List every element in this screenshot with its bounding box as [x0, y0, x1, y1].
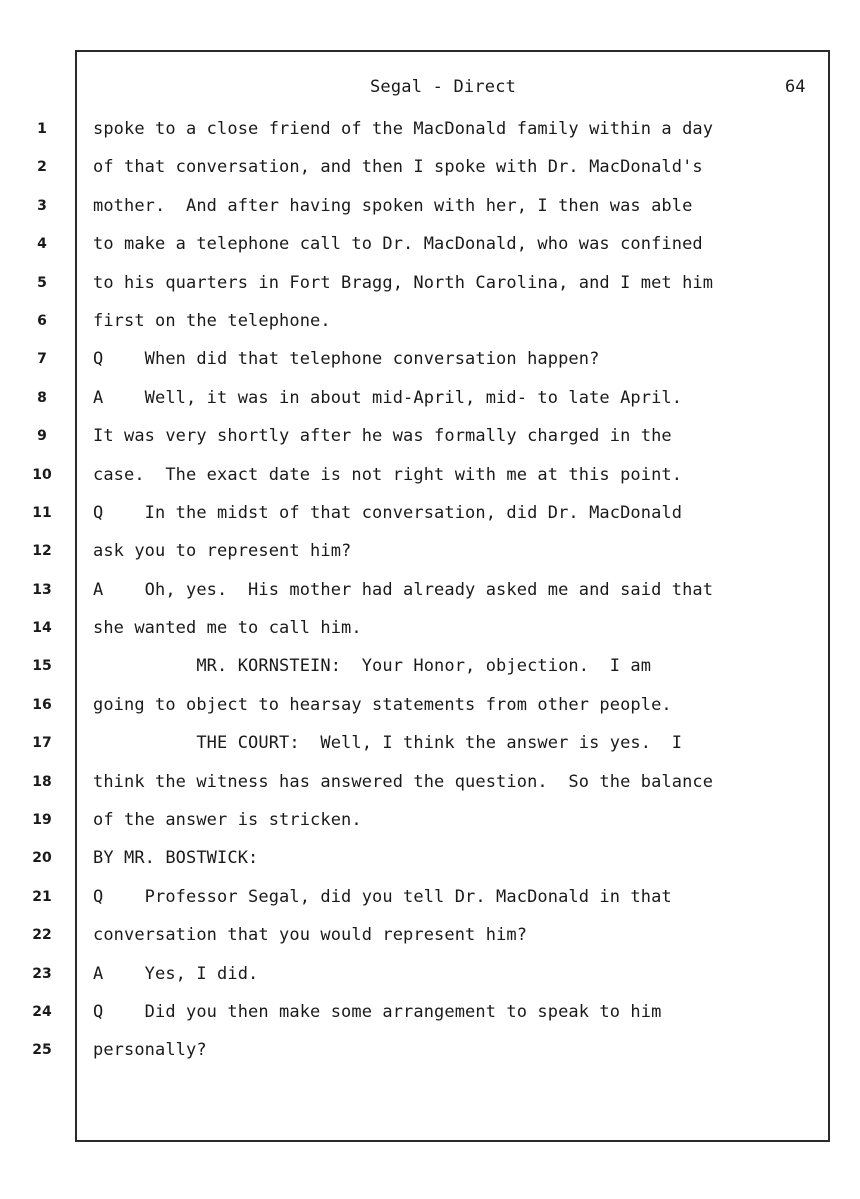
transcript-body — [0, 112, 860, 1072]
transcript-line — [0, 573, 860, 611]
transcript-line — [0, 611, 860, 649]
page-number: 64 — [785, 77, 806, 97]
line-text: THE COURT: Well, I think the answer is yes. I — [93, 733, 683, 754]
line-number: 15 — [32, 658, 52, 675]
transcript-line — [0, 918, 860, 956]
line-text: conversation that you would represent him? — [93, 925, 528, 946]
line-number: 19 — [32, 812, 52, 829]
line-number: 2 — [37, 159, 47, 176]
line-number: 25 — [32, 1042, 52, 1059]
line-number: 1 — [37, 121, 47, 137]
line-text: BY MR. BOSTWICK: — [93, 848, 259, 869]
line-number: 12 — [32, 543, 52, 560]
line-text: ask you to represent him? — [93, 541, 352, 562]
line-number: 14 — [32, 620, 52, 637]
transcript-line — [0, 189, 860, 227]
transcript-line — [0, 150, 860, 188]
line-text: to make a telephone call to Dr. MacDonald, who was confined — [93, 234, 703, 255]
transcript-line — [0, 342, 860, 380]
line-number: 18 — [32, 773, 52, 790]
line-number: 13 — [32, 581, 52, 598]
transcript-line — [0, 266, 860, 304]
line-number: 4 — [37, 236, 47, 253]
line-text: Q Did you then make some arrangement to speak to him — [93, 1001, 662, 1022]
transcript-line — [0, 534, 860, 572]
transcript-line — [0, 803, 860, 841]
line-text: going to object to hearsay statements from other people. — [93, 694, 672, 715]
line-text: she wanted me to call him. — [93, 618, 362, 639]
line-number: 10 — [32, 466, 52, 483]
transcript-line — [0, 880, 860, 918]
line-number: 22 — [32, 927, 52, 944]
page-header — [0, 72, 860, 102]
line-text: spoke to a close friend of the MacDonald family within a day — [93, 119, 714, 139]
transcript-line — [0, 649, 860, 687]
line-text: Q When did that telephone conversation happen? — [93, 349, 600, 370]
line-text: mother. And after having spoken with her, I then was able — [93, 195, 693, 216]
line-number: 17 — [32, 735, 52, 752]
line-number: 24 — [32, 1003, 52, 1020]
line-number: 7 — [37, 351, 47, 368]
line-number: 20 — [32, 850, 52, 867]
transcript-line — [0, 995, 860, 1033]
line-number: 8 — [37, 389, 47, 406]
line-text: first on the telephone. — [93, 310, 331, 331]
transcript-line — [0, 1033, 860, 1071]
line-number: 23 — [32, 965, 52, 982]
line-number: 5 — [37, 274, 47, 291]
transcript-line — [0, 726, 860, 764]
line-text: MR. KORNSTEIN: Your Honor, objection. I am — [93, 656, 652, 677]
line-text: case. The exact date is not right with me at this point. — [93, 464, 683, 485]
transcript-line — [0, 496, 860, 534]
transcript-line — [0, 304, 860, 342]
transcript-line — [0, 957, 860, 995]
line-text: A Yes, I did. — [93, 963, 259, 984]
line-text: of that conversation, and then I spoke with Dr. MacDonald's — [93, 157, 703, 178]
header-title: Segal - Direct — [370, 77, 517, 97]
line-text: to his quarters in Fort Bragg, North Carolina, and I met him — [93, 272, 714, 293]
line-text: A Well, it was in about mid-April, mid- to late April. — [93, 387, 683, 408]
transcript-line — [0, 381, 860, 419]
line-number: 3 — [37, 197, 47, 214]
line-text: Q In the midst of that conversation, did Dr. MacDonald — [93, 502, 683, 523]
line-text: A Oh, yes. His mother had already asked me and said that — [93, 579, 714, 600]
transcript-line — [0, 458, 860, 496]
transcript-line — [0, 227, 860, 265]
line-number: 11 — [32, 504, 52, 521]
line-text: Q Professor Segal, did you tell Dr. MacDonald in that — [93, 886, 672, 907]
line-text: of the answer is stricken. — [93, 810, 362, 831]
transcript-line — [0, 841, 860, 879]
transcript-line — [0, 112, 860, 150]
line-number: 6 — [37, 312, 47, 329]
line-text: think the witness has answered the question. So the balance — [93, 771, 714, 792]
transcript-line — [0, 688, 860, 726]
line-text: personally? — [93, 1040, 207, 1061]
line-number: 16 — [32, 696, 52, 713]
transcript-line — [0, 765, 860, 803]
line-number: 21 — [32, 888, 52, 905]
transcript-line — [0, 419, 860, 457]
line-text: It was very shortly after he was formally charged in the — [93, 426, 672, 447]
line-number: 9 — [37, 428, 47, 445]
